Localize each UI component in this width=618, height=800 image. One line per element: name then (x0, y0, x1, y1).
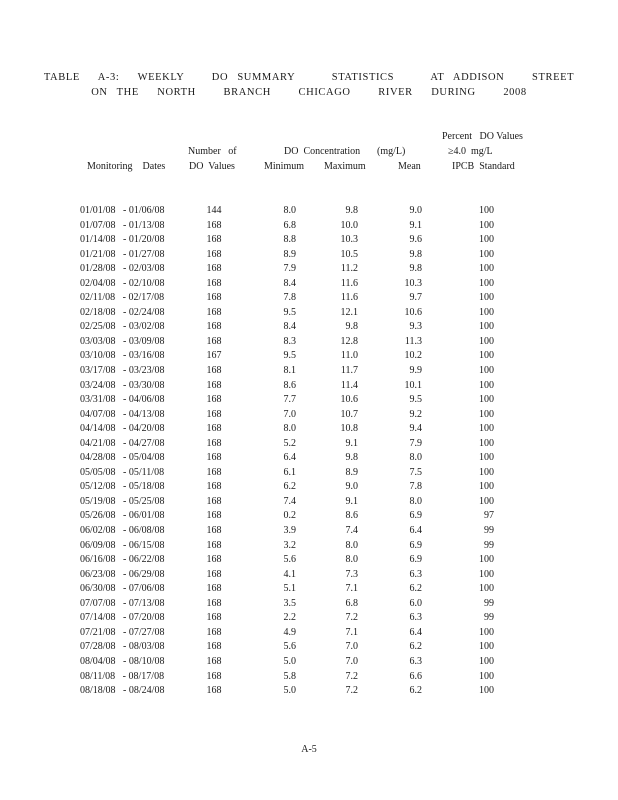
cell-monitoring-dates: 08/18/08 - 08/24/08 (80, 685, 165, 697)
cell-maximum: 11.6 (340, 277, 358, 289)
cell-maximum: 8.6 (345, 510, 358, 522)
cell-minimum: 7.4 (283, 495, 296, 507)
cell-maximum: 11.7 (340, 365, 358, 377)
cell-number-of-values: 168 (206, 510, 222, 522)
cell-maximum: 12.1 (340, 306, 358, 318)
table-row (0, 451, 618, 466)
table-row (0, 248, 618, 263)
cell-mean: 9.3 (409, 321, 422, 333)
table-title-line-1: TABLE A-3: WEEKLY DO SUMMARY STATISTICS AT ADDISON STREET (43, 72, 575, 83)
cell-number-of-values: 168 (206, 219, 222, 231)
cell-minimum: 8.6 (283, 379, 296, 391)
cell-minimum: 3.9 (283, 525, 296, 537)
cell-monitoring-dates: 03/10/08 - 03/16/08 (80, 350, 165, 362)
cell-percent-meeting-standard: 100 (479, 263, 494, 275)
cell-mean: 6.2 (409, 641, 422, 653)
cell-minimum: 2.2 (283, 612, 296, 624)
cell-mean: 6.2 (409, 583, 422, 595)
cell-maximum: 10.0 (340, 219, 358, 231)
cell-mean: 9.8 (409, 263, 422, 275)
cell-minimum: 4.1 (283, 568, 296, 580)
cell-minimum: 5.2 (283, 437, 296, 449)
cell-minimum: 7.8 (283, 292, 296, 304)
table-row (0, 626, 618, 641)
cell-number-of-values: 168 (206, 481, 222, 493)
cell-maximum: 11.6 (340, 292, 358, 304)
cell-number-of-values: 168 (206, 408, 222, 420)
cell-percent-meeting-standard: 100 (479, 205, 494, 216)
table-row (0, 262, 618, 277)
table-row (0, 437, 618, 452)
cell-number-of-values: 168 (206, 554, 222, 566)
cell-number-of-values: 168 (206, 583, 222, 595)
cell-mean: 6.9 (409, 539, 422, 551)
cell-monitoring-dates: 05/12/08 - 05/18/08 (80, 481, 165, 493)
cell-monitoring-dates: 08/11/08 - 08/17/08 (80, 670, 165, 682)
header-percent-do-values: Percent DO Values (442, 131, 523, 142)
cell-monitoring-dates: 08/04/08 - 08/10/08 (80, 655, 165, 667)
table-row (0, 466, 618, 481)
cell-minimum: 6.8 (283, 219, 296, 231)
cell-number-of-values: 168 (206, 248, 222, 260)
cell-minimum: 5.1 (283, 583, 296, 595)
cell-mean: 9.7 (409, 292, 422, 304)
cell-maximum: 7.0 (345, 641, 358, 653)
cell-mean: 9.0 (409, 205, 422, 216)
cell-maximum: 9.0 (345, 481, 358, 493)
cell-mean: 9.5 (409, 394, 422, 406)
header-monitoring-dates: Monitoring Dates (87, 161, 166, 172)
cell-number-of-values: 144 (206, 205, 222, 216)
cell-mean: 7.5 (409, 466, 422, 478)
cell-number-of-values: 168 (206, 685, 222, 697)
cell-percent-meeting-standard: 100 (479, 335, 494, 347)
cell-minimum: 7.9 (283, 263, 296, 275)
table-row (0, 320, 618, 335)
table-title-line-2: ON THE NORTH BRANCH CHICAGO RIVER DURING 2008 (91, 87, 527, 98)
cell-minimum: 5.6 (283, 641, 296, 653)
cell-minimum: 7.7 (283, 394, 296, 406)
cell-minimum: 0.2 (283, 510, 296, 522)
cell-maximum: 7.4 (345, 525, 358, 537)
cell-minimum: 7.0 (283, 408, 296, 420)
cell-maximum: 10.8 (340, 423, 358, 435)
cell-number-of-values: 168 (206, 365, 222, 377)
cell-mean: 7.9 (409, 437, 422, 449)
cell-monitoring-dates: 03/31/08 - 04/06/08 (80, 394, 165, 406)
cell-mean: 10.6 (404, 306, 422, 318)
cell-percent-meeting-standard: 100 (479, 670, 494, 682)
table-row (0, 219, 618, 234)
cell-monitoring-dates: 03/17/08 - 03/23/08 (80, 365, 165, 377)
table-row (0, 408, 618, 423)
cell-number-of-values: 168 (206, 670, 222, 682)
cell-monitoring-dates: 02/25/08 - 03/02/08 (80, 321, 165, 333)
cell-mean: 9.9 (409, 365, 422, 377)
cell-mean: 6.6 (409, 670, 422, 682)
cell-minimum: 8.0 (283, 423, 296, 435)
table-row (0, 553, 618, 568)
cell-monitoring-dates: 02/04/08 - 02/10/08 (80, 277, 165, 289)
cell-maximum: 8.0 (345, 539, 358, 551)
cell-number-of-values: 168 (206, 335, 222, 347)
cell-monitoring-dates: 07/07/08 - 07/13/08 (80, 597, 165, 609)
cell-maximum: 9.1 (345, 437, 358, 449)
cell-monitoring-dates: 05/26/08 - 06/01/08 (80, 510, 165, 522)
cell-mean: 6.4 (409, 525, 422, 537)
cell-monitoring-dates: 01/14/08 - 01/20/08 (80, 234, 165, 246)
cell-maximum: 8.9 (345, 466, 358, 478)
cell-percent-meeting-standard: 100 (479, 583, 494, 595)
table-row (0, 495, 618, 510)
cell-number-of-values: 168 (206, 655, 222, 667)
cell-minimum: 8.4 (283, 277, 296, 289)
cell-number-of-values: 168 (206, 234, 222, 246)
cell-mean: 6.3 (409, 612, 422, 624)
cell-maximum: 9.8 (345, 205, 358, 216)
cell-percent-meeting-standard: 100 (479, 277, 494, 289)
cell-number-of-values: 168 (206, 597, 222, 609)
header-maximum: Maximum (324, 161, 366, 172)
cell-percent-meeting-standard: 100 (479, 394, 494, 406)
cell-monitoring-dates: 04/21/08 - 04/27/08 (80, 437, 165, 449)
cell-percent-meeting-standard: 100 (479, 495, 494, 507)
cell-monitoring-dates: 02/18/08 - 02/24/08 (80, 306, 165, 318)
header-units: (mg/L) (377, 146, 406, 157)
table-row (0, 568, 618, 583)
table-row (0, 204, 618, 219)
cell-monitoring-dates: 06/23/08 - 06/29/08 (80, 568, 165, 580)
cell-maximum: 10.3 (340, 234, 358, 246)
table-row (0, 670, 618, 685)
cell-mean: 6.3 (409, 568, 422, 580)
cell-minimum: 3.2 (283, 539, 296, 551)
table-row (0, 306, 618, 321)
table-row (0, 291, 618, 306)
table-row (0, 422, 618, 437)
table-row (0, 655, 618, 670)
cell-mean: 6.2 (409, 685, 422, 697)
cell-percent-meeting-standard: 99 (484, 597, 494, 609)
cell-number-of-values: 168 (206, 568, 222, 580)
header-do-values: DO Values (189, 161, 235, 172)
table-row (0, 335, 618, 350)
cell-percent-meeting-standard: 100 (479, 437, 494, 449)
table-row (0, 349, 618, 364)
cell-number-of-values: 168 (206, 539, 222, 551)
cell-monitoring-dates: 01/07/08 - 01/13/08 (80, 219, 165, 231)
cell-percent-meeting-standard: 100 (479, 219, 494, 231)
cell-percent-meeting-standard: 100 (479, 466, 494, 478)
cell-number-of-values: 167 (206, 350, 222, 362)
cell-monitoring-dates: 07/28/08 - 08/03/08 (80, 641, 165, 653)
table-row (0, 277, 618, 292)
cell-minimum: 3.5 (283, 597, 296, 609)
cell-minimum: 4.9 (283, 626, 296, 638)
cell-maximum: 7.2 (345, 612, 358, 624)
table-row (0, 480, 618, 495)
cell-minimum: 8.9 (283, 248, 296, 260)
cell-number-of-values: 168 (206, 626, 222, 638)
cell-number-of-values: 168 (206, 437, 222, 449)
cell-number-of-values: 168 (206, 423, 222, 435)
cell-minimum: 6.4 (283, 452, 296, 464)
cell-minimum: 5.0 (283, 685, 296, 697)
cell-percent-meeting-standard: 100 (479, 408, 494, 420)
cell-mean: 6.3 (409, 655, 422, 667)
cell-minimum: 6.2 (283, 481, 296, 493)
cell-minimum: 9.5 (283, 350, 296, 362)
cell-number-of-values: 168 (206, 292, 222, 304)
cell-percent-meeting-standard: 100 (479, 365, 494, 377)
cell-percent-meeting-standard: 100 (479, 641, 494, 653)
cell-percent-meeting-standard: 100 (479, 452, 494, 464)
cell-percent-meeting-standard: 100 (479, 554, 494, 566)
cell-percent-meeting-standard: 99 (484, 612, 494, 624)
cell-number-of-values: 168 (206, 394, 222, 406)
cell-maximum: 7.2 (345, 670, 358, 682)
table-row (0, 393, 618, 408)
cell-mean: 9.6 (409, 234, 422, 246)
header-threshold: ≥4.0 mg/L (448, 146, 493, 157)
cell-maximum: 11.2 (340, 263, 358, 275)
cell-mean: 10.2 (404, 350, 422, 362)
cell-minimum: 9.5 (283, 306, 296, 318)
header-ipcb-standard: IPCB Standard (452, 161, 515, 172)
cell-mean: 6.0 (409, 597, 422, 609)
cell-mean: 6.4 (409, 626, 422, 638)
cell-monitoring-dates: 01/28/08 - 02/03/08 (80, 263, 165, 275)
cell-mean: 10.1 (404, 379, 422, 391)
header-number-of: Number of (188, 146, 237, 157)
cell-monitoring-dates: 06/16/08 - 06/22/08 (80, 554, 165, 566)
cell-percent-meeting-standard: 100 (479, 292, 494, 304)
cell-percent-meeting-standard: 100 (479, 234, 494, 246)
cell-maximum: 10.6 (340, 394, 358, 406)
cell-minimum: 8.8 (283, 234, 296, 246)
cell-monitoring-dates: 06/30/08 - 07/06/08 (80, 583, 165, 595)
cell-maximum: 11.4 (340, 379, 358, 391)
cell-percent-meeting-standard: 100 (479, 568, 494, 580)
cell-percent-meeting-standard: 100 (479, 481, 494, 493)
cell-maximum: 6.8 (345, 597, 358, 609)
cell-maximum: 12.8 (340, 335, 358, 347)
cell-monitoring-dates: 05/19/08 - 05/25/08 (80, 495, 165, 507)
table-row (0, 233, 618, 248)
cell-monitoring-dates: 02/11/08 - 02/17/08 (80, 292, 165, 304)
cell-maximum: 7.1 (345, 583, 358, 595)
cell-percent-meeting-standard: 99 (484, 525, 494, 537)
cell-minimum: 5.6 (283, 554, 296, 566)
cell-mean: 9.8 (409, 248, 422, 260)
table-row (0, 582, 618, 597)
cell-maximum: 9.8 (345, 452, 358, 464)
cell-monitoring-dates: 03/24/08 - 03/30/08 (80, 379, 165, 391)
cell-monitoring-dates: 05/05/08 - 05/11/08 (80, 466, 165, 478)
cell-minimum: 8.1 (283, 365, 296, 377)
cell-percent-meeting-standard: 100 (479, 655, 494, 667)
cell-percent-meeting-standard: 100 (479, 423, 494, 435)
cell-percent-meeting-standard: 99 (484, 539, 494, 551)
cell-monitoring-dates: 04/28/08 - 05/04/08 (80, 452, 165, 464)
table-row (0, 640, 618, 655)
cell-mean: 6.9 (409, 554, 422, 566)
cell-number-of-values: 168 (206, 321, 222, 333)
cell-maximum: 7.1 (345, 626, 358, 638)
cell-mean: 7.8 (409, 481, 422, 493)
header-do-concentration: DO Concentration (284, 146, 361, 157)
table-row (0, 379, 618, 394)
cell-monitoring-dates: 07/14/08 - 07/20/08 (80, 612, 165, 624)
table-body (0, 204, 618, 699)
cell-mean: 8.0 (409, 495, 422, 507)
table-row (0, 539, 618, 554)
cell-maximum: 9.1 (345, 495, 358, 507)
cell-percent-meeting-standard: 100 (479, 685, 494, 697)
page-number: A-5 (301, 744, 317, 755)
cell-monitoring-dates: 04/14/08 - 04/20/08 (80, 423, 165, 435)
table-row (0, 684, 618, 699)
cell-mean: 9.2 (409, 408, 422, 420)
cell-number-of-values: 168 (206, 612, 222, 624)
cell-percent-meeting-standard: 100 (479, 248, 494, 260)
cell-mean: 9.4 (409, 423, 422, 435)
cell-number-of-values: 168 (206, 466, 222, 478)
cell-maximum: 8.0 (345, 554, 358, 566)
cell-percent-meeting-standard: 100 (479, 350, 494, 362)
table-row (0, 524, 618, 539)
cell-number-of-values: 168 (206, 495, 222, 507)
table-row (0, 509, 618, 524)
cell-monitoring-dates: 04/07/08 - 04/13/08 (80, 408, 165, 420)
cell-number-of-values: 168 (206, 452, 222, 464)
cell-number-of-values: 168 (206, 263, 222, 275)
cell-monitoring-dates: 06/09/08 - 06/15/08 (80, 539, 165, 551)
header-minimum: Minimum (264, 161, 305, 172)
cell-minimum: 8.0 (283, 205, 296, 216)
cell-mean: 6.9 (409, 510, 422, 522)
cell-maximum: 9.8 (345, 321, 358, 333)
cell-percent-meeting-standard: 100 (479, 321, 494, 333)
cell-maximum: 10.7 (340, 408, 358, 420)
cell-number-of-values: 168 (206, 277, 222, 289)
cell-maximum: 7.2 (345, 685, 358, 697)
cell-number-of-values: 168 (206, 379, 222, 391)
table-row (0, 597, 618, 612)
cell-number-of-values: 168 (206, 306, 222, 318)
cell-monitoring-dates: 01/21/08 - 01/27/08 (80, 248, 165, 260)
cell-percent-meeting-standard: 97 (484, 510, 494, 522)
cell-monitoring-dates: 03/03/08 - 03/09/08 (80, 335, 165, 347)
cell-minimum: 6.1 (283, 466, 296, 478)
cell-mean: 8.0 (409, 452, 422, 464)
cell-percent-meeting-standard: 100 (479, 626, 494, 638)
cell-mean: 11.3 (404, 335, 422, 347)
cell-maximum: 11.0 (340, 350, 358, 362)
table-row (0, 364, 618, 379)
cell-mean: 9.1 (409, 219, 422, 231)
cell-monitoring-dates: 06/02/08 - 06/08/08 (80, 525, 165, 537)
table-row (0, 611, 618, 626)
cell-percent-meeting-standard: 100 (479, 306, 494, 318)
cell-maximum: 10.5 (340, 248, 358, 260)
header-mean: Mean (398, 161, 421, 172)
cell-monitoring-dates: 07/21/08 - 07/27/08 (80, 626, 165, 638)
cell-mean: 10.3 (404, 277, 422, 289)
cell-minimum: 8.3 (283, 335, 296, 347)
cell-minimum: 8.4 (283, 321, 296, 333)
cell-maximum: 7.0 (345, 655, 358, 667)
cell-minimum: 5.0 (283, 655, 296, 667)
cell-percent-meeting-standard: 100 (479, 379, 494, 391)
cell-number-of-values: 168 (206, 525, 222, 537)
cell-monitoring-dates: 01/01/08 - 01/06/08 (80, 205, 165, 216)
cell-number-of-values: 168 (206, 641, 222, 653)
cell-maximum: 7.3 (345, 568, 358, 580)
cell-minimum: 5.8 (283, 670, 296, 682)
